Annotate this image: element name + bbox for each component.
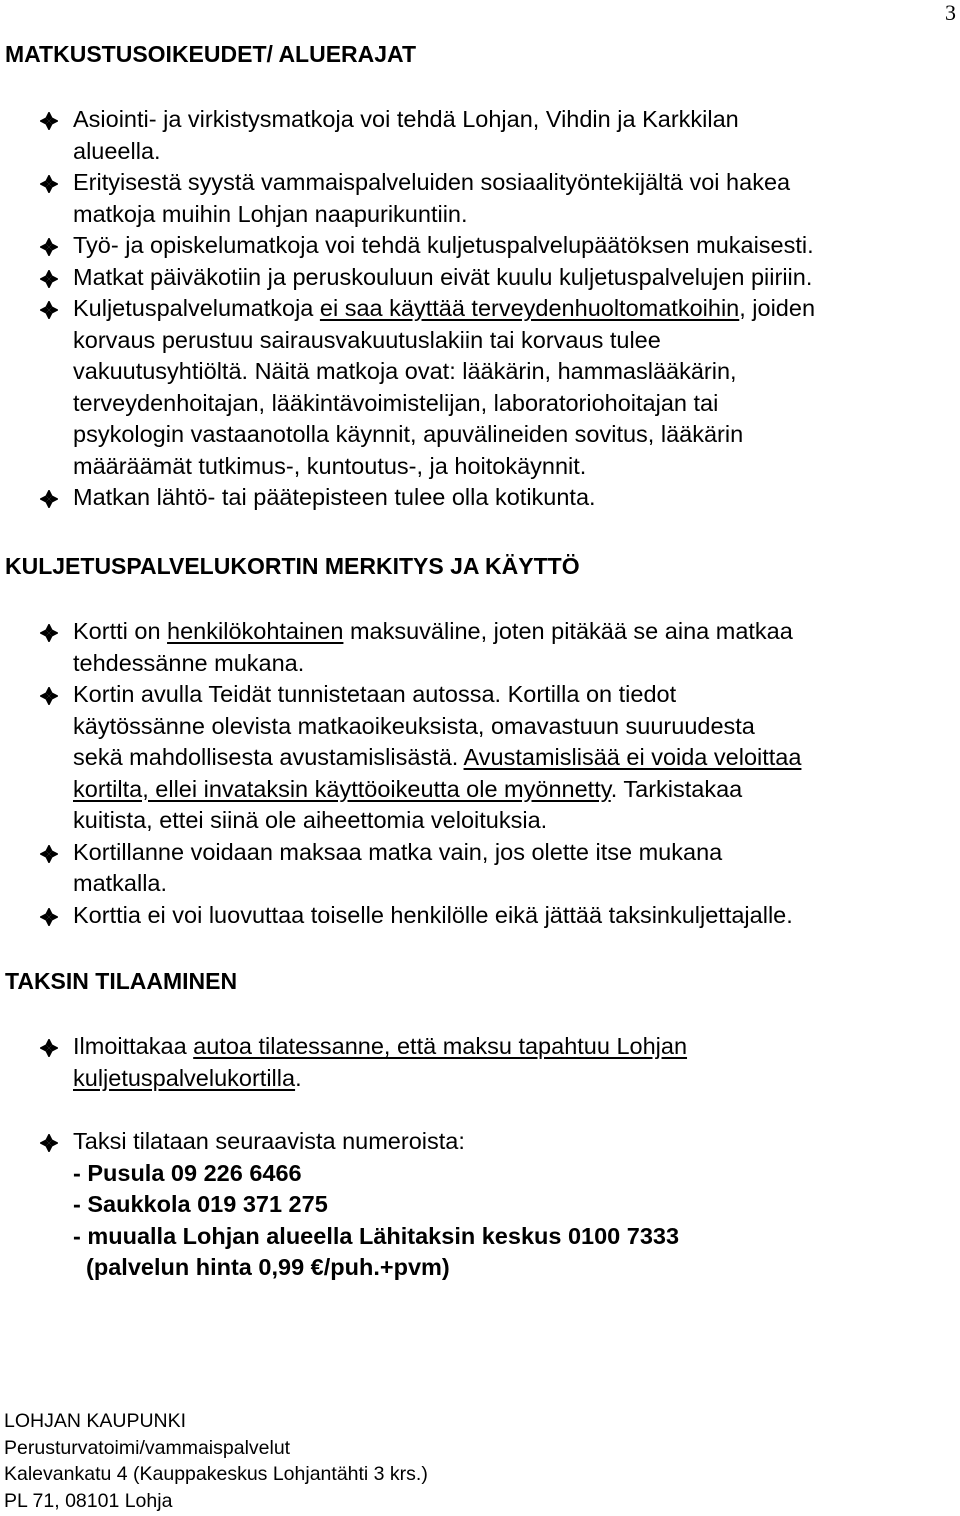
diamond-bullet-icon (40, 490, 58, 508)
section-heading-matkustusoikeudet: MATKUSTUSOIKEUDET/ ALUERAJAT (5, 41, 417, 67)
footer-department: Perusturvatoimi/vammaispalvelut (4, 1436, 291, 1459)
footer-organization: LOHJAN KAUPUNKI (4, 1410, 187, 1432)
underlined-text: Avustamislisää ei voida veloittaa (463, 744, 802, 770)
diamond-bullet-icon (40, 175, 58, 193)
diamond-bullet-icon (40, 1039, 58, 1057)
list-item: Kortillanne voidaan maksaa matka vain, jos olette itse mukana matkalla. (0, 837, 955, 900)
underlined-text: henkilökohtainen (167, 618, 344, 644)
underlined-text: ei saa käyttää terveydenhuoltomatkoihin (319, 295, 740, 321)
footer-postal: PL 71, 08101 Lohja (4, 1489, 173, 1512)
taxi-order-item-1 (0, 1031, 955, 1094)
list-item: Matkan lähtö- tai päätepisteen tulee olla kotikunta. (0, 482, 955, 514)
diamond-bullet-icon (40, 908, 58, 926)
list-item: Kortti on henkilökohtainen maksuväline, joten pitäkää se aina matkaa tehdessänne mukana. (0, 616, 955, 679)
phone-lahitaksi: - muualla Lohjan alueella Lähitaksin keskus 0100 7333 (73, 1222, 680, 1249)
list-item: Taksi tilataan seuraavista numeroista: - Pusula 09 226 6466 - Saukkola 019 371 275 - muualla Lohjan alueella Lähitaksin keskus 0100 7333 (palvelun hinta 0,99 €/puh.+pvm) (0, 1126, 955, 1284)
phone-pusula: - Pusula 09 226 6466 (73, 1159, 302, 1186)
list-item: Matkat päiväkotiin ja peruskouluun eivät kuulu kuljetuspalvelujen piiriin. (0, 262, 955, 294)
diamond-bullet-icon (40, 238, 58, 256)
footer-street: Kalevankatu 4 (Kauppakeskus Lohjantähti 3 krs.) (4, 1463, 428, 1485)
page-number: 3 (945, 0, 956, 25)
diamond-bullet-icon (40, 270, 58, 288)
section-heading-kortin-kaytto: KULJETUSPALVELUKORTIN MERKITYS JA KÄYTTÖ (5, 553, 580, 579)
list-item: Asiointi- ja virkistysmatkoja voi tehdä Lohjan, Vihdin ja Karkkilan alueella. (0, 104, 955, 167)
price-note: (palvelun hinta 0,99 €/puh.+pvm) (73, 1254, 450, 1280)
underlined-text: kuljetuspalvelukortilla (73, 1064, 296, 1091)
card-usage-list (0, 616, 955, 931)
list-item: Ilmoittakaa autoa tilatessanne, että maksu tapahtuu Lohjan kuljetuspalvelukortilla. (0, 1031, 955, 1094)
underlined-text: kortilta, ellei invataksin käyttöoikeutta ole myönnetty (73, 775, 611, 802)
diamond-bullet-icon (40, 1134, 58, 1152)
travel-rights-list (0, 104, 955, 514)
section-heading-taksin-tilaaminen: TAKSIN TILAAMINEN (5, 968, 238, 994)
taxi-order-item-2 (0, 1126, 955, 1284)
underlined-text: autoa tilatessanne, että maksu tapahtuu Lohjan (193, 1033, 688, 1059)
diamond-bullet-icon (40, 112, 58, 130)
list-item: Kortin avulla Teidät tunnistetaan autossa. Kortilla on tiedot käytössänne olevista matkaoikeuksista, omavastuun suuruudesta sekä mahdollisesta avustamislisästä. Avustamislisää ei voida veloittaa kortilta, ellei invataksin käyttöoikeutta ole myönnetty. Tarkistakaa kuitista, ettei siinä ole aiheettomia veloituksia. (0, 679, 955, 837)
list-item: Korttia ei voi luovuttaa toiselle henkilölle eikä jättää taksinkuljettajalle. (0, 900, 955, 932)
diamond-bullet-icon (40, 301, 58, 319)
footer-address (4, 1408, 428, 1514)
list-item: Kuljetuspalvelumatkoja ei saa käyttää terveydenhuoltomatkoihin, joiden korvaus perustuu sairausvakuutuslakiin tai korvaus tulee vakuutusyhtiöltä. Näitä matkoja ovat: lääkärin, hammaslääkärin, terveydenhoitajan, lääkintävoimistelijan, laboratoriohoitajan tai psykologin vastaanotolla käynnit, apuvälineiden sovitus, lääkärin määräämät tutkimus-, kuntoutus-, ja hoitokäynnit. (0, 293, 955, 482)
phone-saukkola: - Saukkola 019 371 275 (73, 1191, 328, 1217)
list-item: Työ- ja opiskelumatkoja voi tehdä kuljetuspalvelupäätöksen mukaisesti. (0, 230, 955, 262)
list-item: Erityisestä syystä vammaispalveluiden sosiaalityöntekijältä voi hakea matkoja muihin Lohjan naapurikuntiin. (0, 167, 955, 230)
diamond-bullet-icon (40, 845, 58, 863)
diamond-bullet-icon (40, 687, 58, 705)
diamond-bullet-icon (40, 624, 58, 642)
